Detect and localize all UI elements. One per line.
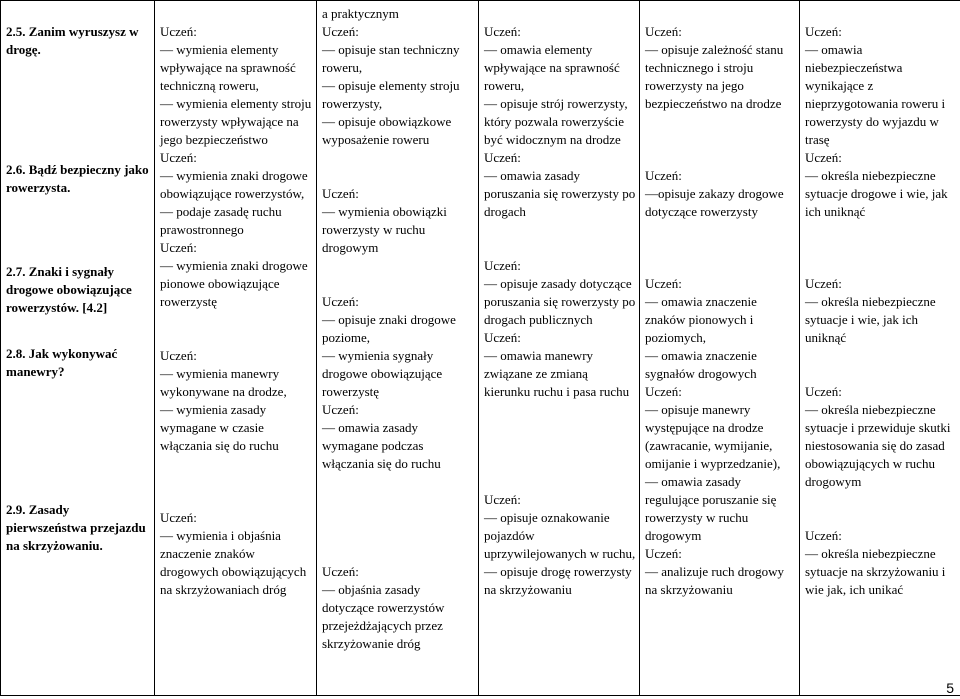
requirement-text: Uczeń: — omawia zasady wymagane podczas włączania się do ruchu [322,402,441,471]
requirement-text: a praktycznym Uczeń: — opisuje stan techniczny roweru, — opisuje elementy stroju rowerzysty, — opisuje obowiązkowe wyposażenie roweru [322,6,460,147]
requirement-text: Uczeń: — wymienia manewry wykonywane na drodze, — wymienia zasady wymagane w czasie włączania się do ruchu [160,348,287,453]
exceeding-requirements-column [800,1,960,696]
section-title: 2.7. Znaki i sygnały drogowe obowiązujące rowerzystów. [4.2] [6,264,132,315]
section-title: 2.5. Zanim wyruszysz w drogę. [6,24,139,57]
table-row [1,1,960,696]
requirement-text: Uczeń: — opisuje znaki drogowe poziome, — wymienia sygnały drogowe obowiązujące rowerzystę [322,294,456,399]
requirement-text: Uczeń: — opisuje oznakowanie pojazdów uprzywilejowanych w ruchu, — opisuje drogę rowerzysty na skrzyżowaniu [484,492,636,597]
requirement-text: Uczeń: — omawia manewry związane ze zmianą kierunku ruchu i pasa ruchu [484,330,630,399]
requirement-text: Uczeń: — określa niebezpieczne sytuacje i wie, jak ich uniknąć [805,276,936,345]
section-title: 2.6. Bądź bezpieczny jako rowerzysta. [6,162,149,195]
requirement-text: Uczeń: — opisuje manewry występujące na drodze (zawracanie, wymijanie, omijanie i wyprzedzanie), — omawia zasady regulujące poruszanie się rowerzysty w ruchu drogowym [645,384,781,543]
extended-requirements-column [317,1,479,696]
requirement-text: Uczeń: — wymienia elementy wpływające na sprawność techniczną roweru, — wymienia elementy stroju rowerzysty wpływające na jego bezpieczeństwo [160,24,312,147]
requirement-text: Uczeń: — określa niebezpieczne sytuacje i przewiduje skutki niestosowania się do zasad obowiązujących w ruchu drogowym [805,384,951,489]
basic-requirements-column [155,1,317,696]
requirement-text: Uczeń: — opisuje zasady dotyczące poruszania się rowerzysty po drogach publicznych [484,258,636,327]
requirement-text: Uczeń: — wymienia znaki drogowe obowiązujące rowerzystów, — podaje zasadę ruchu prawostronnego [160,150,308,237]
sections-column [1,1,155,696]
page-number: 5 [946,680,954,696]
requirement-text: Uczeń: — analizuje ruch drogowy na skrzyżowaniu [645,546,784,597]
requirement-text: Uczeń: — wymienia i objaśnia znaczenie znaków drogowych obowiązujących na skrzyżowaniach dróg [160,510,307,597]
requirement-text: Uczeń: — omawia niebezpieczeństwa wynikające z nieprzygotowania roweru i rowerzysty do wyjazdu w trasę [805,24,946,147]
complete-requirements-column [479,1,640,696]
requirement-text: Uczeń: — określa niebezpieczne sytuacje na skrzyżowaniu i wie jak, ich unikać [805,528,946,597]
requirement-text: Uczeń: — wymienia znaki drogowe pionowe obowiązujące rowerzystę [160,240,308,309]
section-title: 2.8. Jak wykonywać manewry? [6,346,118,379]
requirement-text: Uczeń: — omawia znaczenie znaków pionowych i poziomych, — omawia znaczenie sygnałów drogowych [645,276,757,381]
requirement-text: Uczeń: — wymienia obowiązki rowerzysty w ruchu drogowym [322,186,447,255]
expanding-requirements-column [640,1,800,696]
requirement-text: Uczeń: — objaśnia zasady dotyczące rowerzystów przejeżdżających przez skrzyżowanie dróg [322,564,445,651]
requirement-text: Uczeń: — określa niebezpieczne sytuacje drogowe i wie, jak ich uniknąć [805,150,948,219]
requirement-text: Uczeń: —opisuje zakazy drogowe dotyczące rowerzysty [645,168,784,219]
requirement-text: Uczeń: — opisuje zależność stanu technicznego i stroju rowerzysty na jego bezpieczeństwo na drodze [645,24,784,111]
requirement-text: Uczeń: — omawia elementy wpływające na sprawność roweru, — opisuje strój rowerzysty, który pozwala rowerzyście być widocznym na drodze [484,24,628,147]
requirement-text: Uczeń: — omawia zasady poruszania się rowerzysty po drogach [484,150,636,219]
section-title: 2.9. Zasady pierwszeństwa przejazdu na skrzyżowaniu. [6,502,146,553]
